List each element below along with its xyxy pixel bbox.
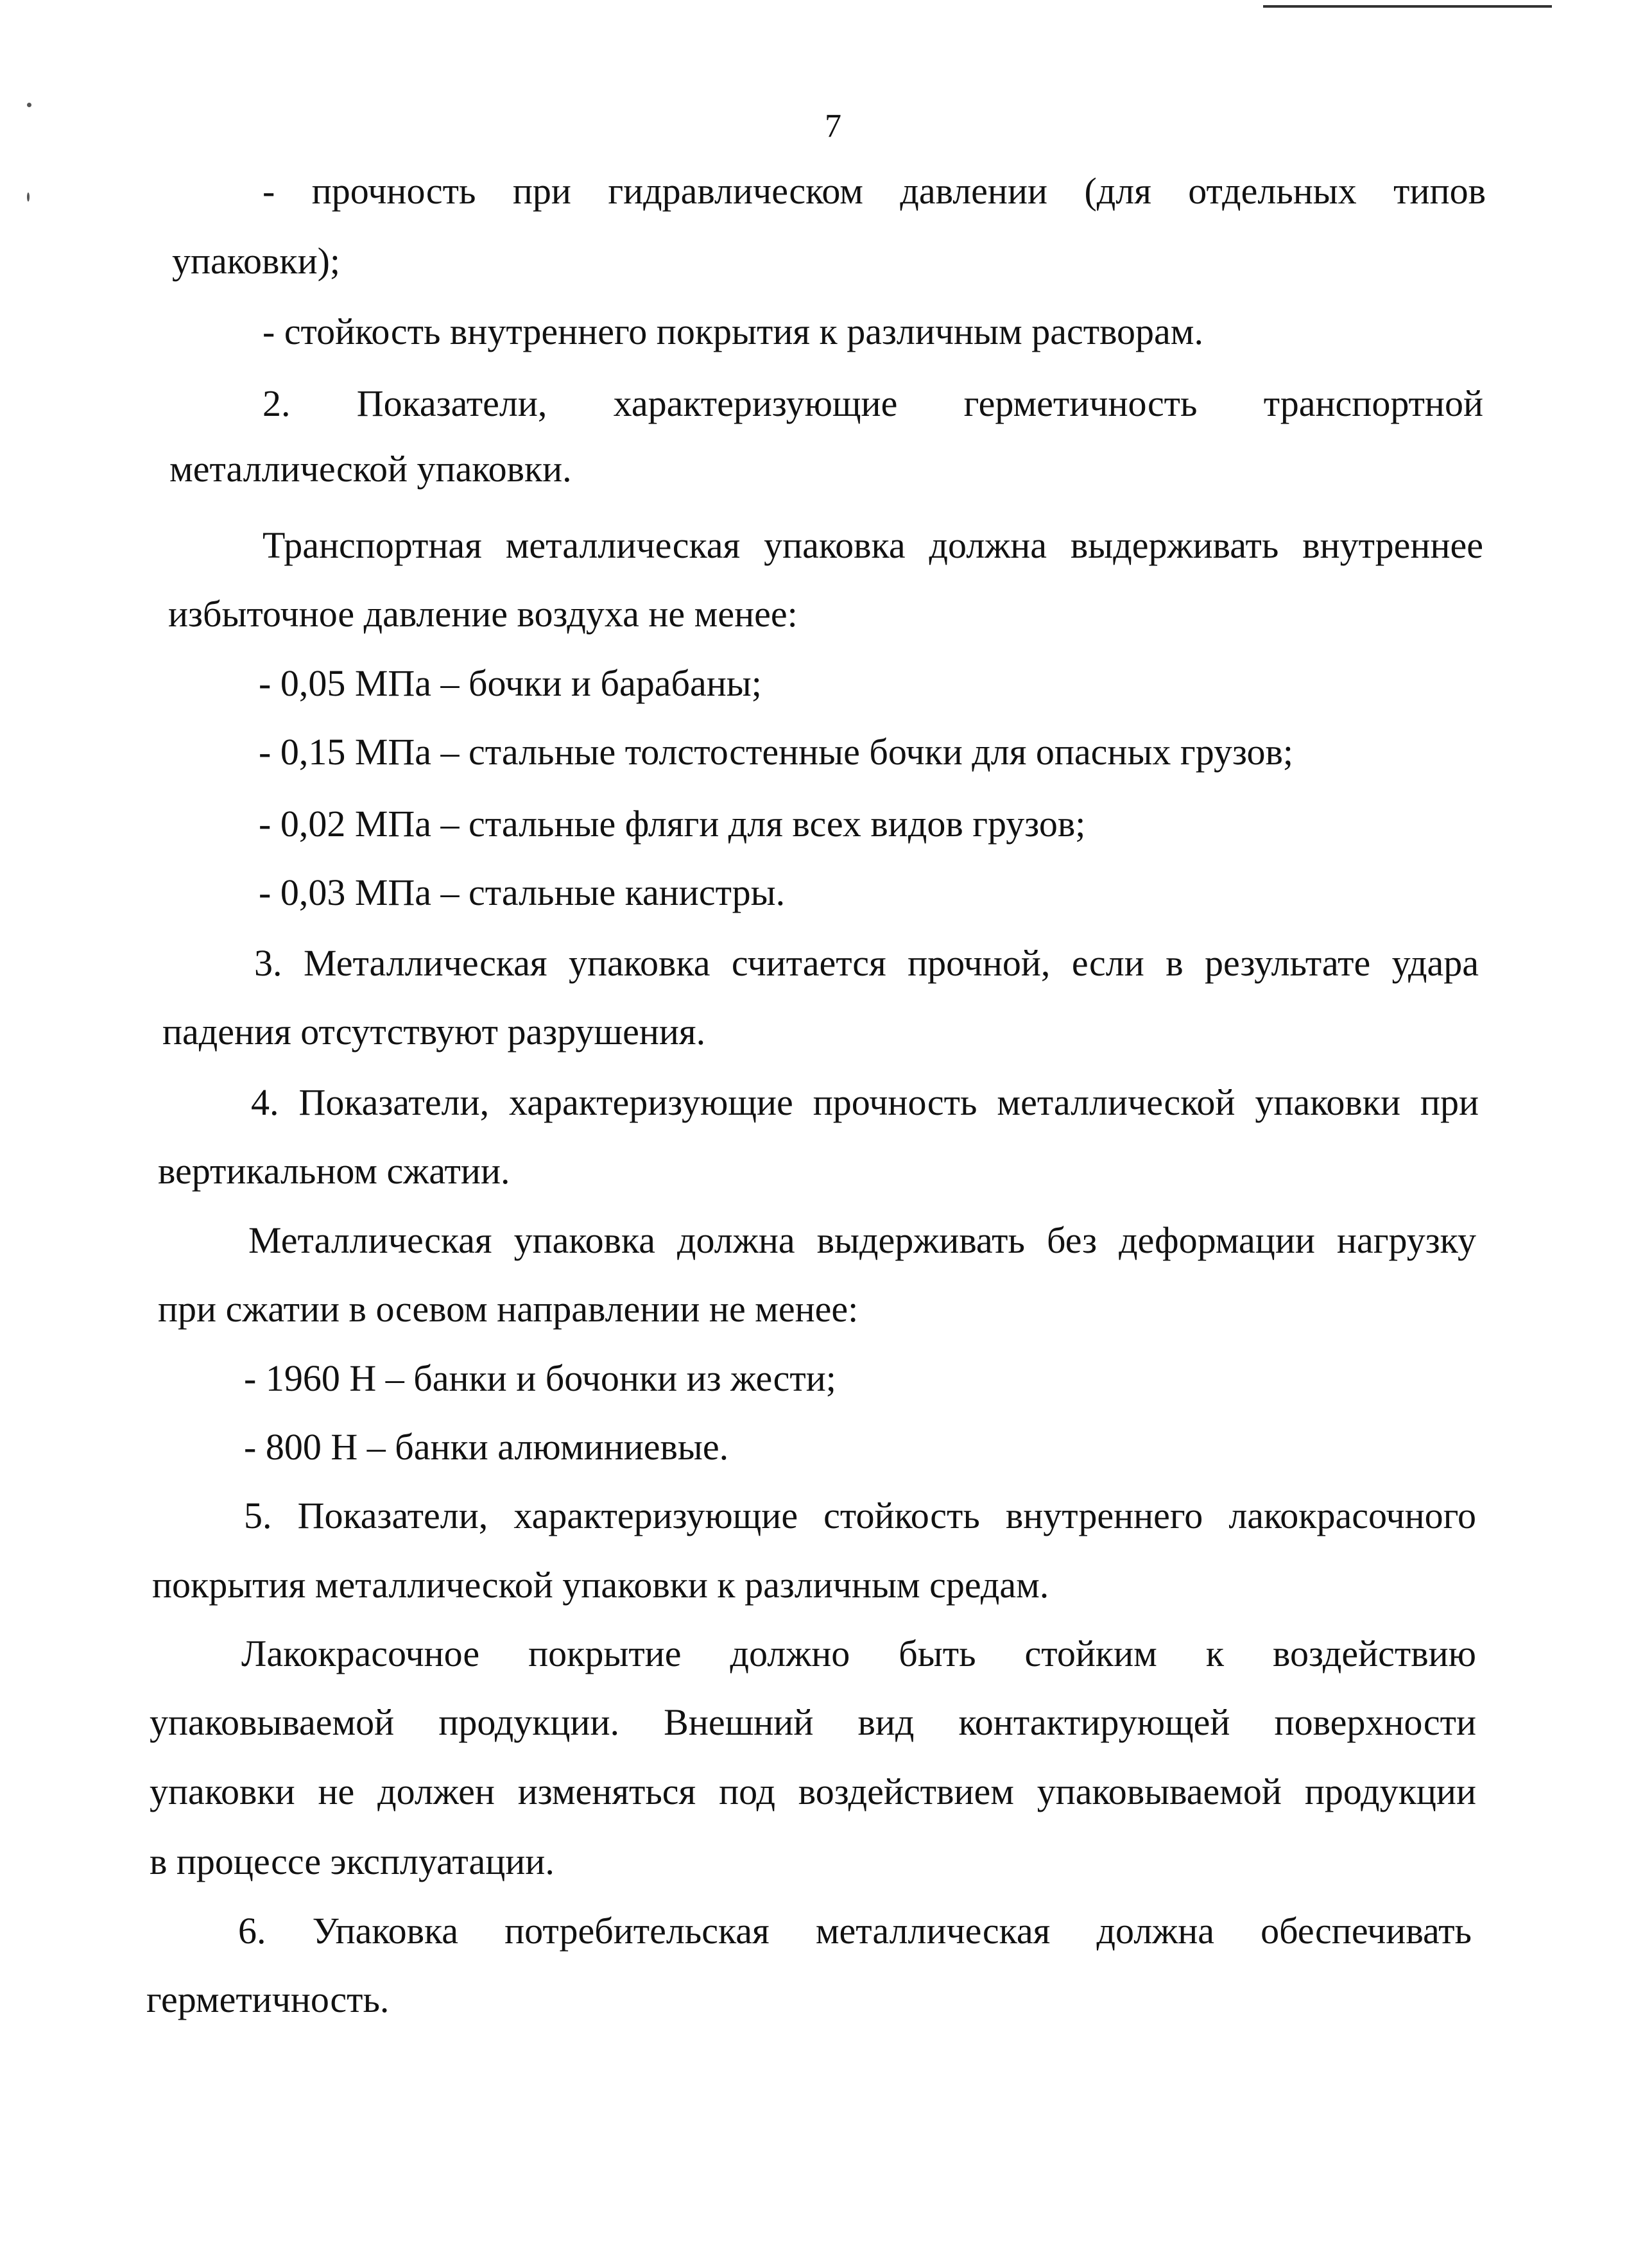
- text-line: избыточное давление воздуха не менее:: [168, 593, 798, 635]
- text-line: - 1960 Н – банки и бочонки из жести;: [244, 1357, 836, 1399]
- scan-speck: [27, 193, 30, 202]
- text-line: вертикальном сжатии.: [158, 1150, 510, 1192]
- text-line: - 0,02 МПа – стальные фляги для всех видов грузов;: [259, 803, 1086, 845]
- page-number: 7: [825, 108, 841, 144]
- text-line: упаковки);: [172, 240, 341, 282]
- text-line: - 0,03 МПа – стальные канистры.: [259, 872, 786, 913]
- text-line: в процессе эксплуатации.: [150, 1841, 555, 1882]
- text-line: падения отсутствуют разрушения.: [162, 1011, 706, 1052]
- text-line: герметичность.: [146, 1979, 390, 2020]
- text-line: - стойкость внутреннего покрытия к различным растворам.: [263, 311, 1204, 352]
- text-line: 6. Упаковка потребительская металлическая должна обеспечивать: [238, 1910, 1472, 1952]
- text-line: Металлическая упаковка должна выдерживать без деформации нагрузку: [248, 1219, 1476, 1261]
- scan-speck: [27, 103, 31, 107]
- text-line: упаковки не должен изменяться под воздействием упаковываемой продукции: [150, 1771, 1476, 1812]
- text-line: - 800 Н – банки алюминиевые.: [244, 1426, 729, 1468]
- text-line: при сжатии в осевом направлении не менее:: [158, 1288, 859, 1330]
- text-line: Лакокрасочное покрытие должно быть стойким к воздействию: [241, 1633, 1476, 1674]
- text-line: - 0,05 МПа – бочки и барабаны;: [259, 662, 762, 704]
- text-line: металлической упаковки.: [169, 448, 572, 490]
- text-line: Транспортная металлическая упаковка должна выдерживать внутреннее: [263, 524, 1483, 566]
- text-line: 3. Металлическая упаковка считается прочной, если в результате удара: [254, 942, 1479, 984]
- text-line: 2. Показатели, характеризующие герметичность транспортной: [263, 382, 1483, 424]
- top-rule: [1263, 5, 1552, 8]
- text-line: - 0,15 МПа – стальные толстостенные бочки для опасных грузов;: [259, 731, 1294, 773]
- text-line: упаковываемой продукции. Внешний вид контактирующей поверхности: [150, 1701, 1476, 1743]
- text-line: 4. Показатели, характеризующие прочность металлической упаковки при: [251, 1081, 1479, 1123]
- text-line: покрытия металлической упаковки к различным средам.: [152, 1564, 1049, 1606]
- text-line: 5. Показатели, характеризующие стойкость внутреннего лакокрасочного: [244, 1495, 1476, 1536]
- text-line: - прочность при гидравлическом давлении (для отдельных типов: [263, 170, 1486, 212]
